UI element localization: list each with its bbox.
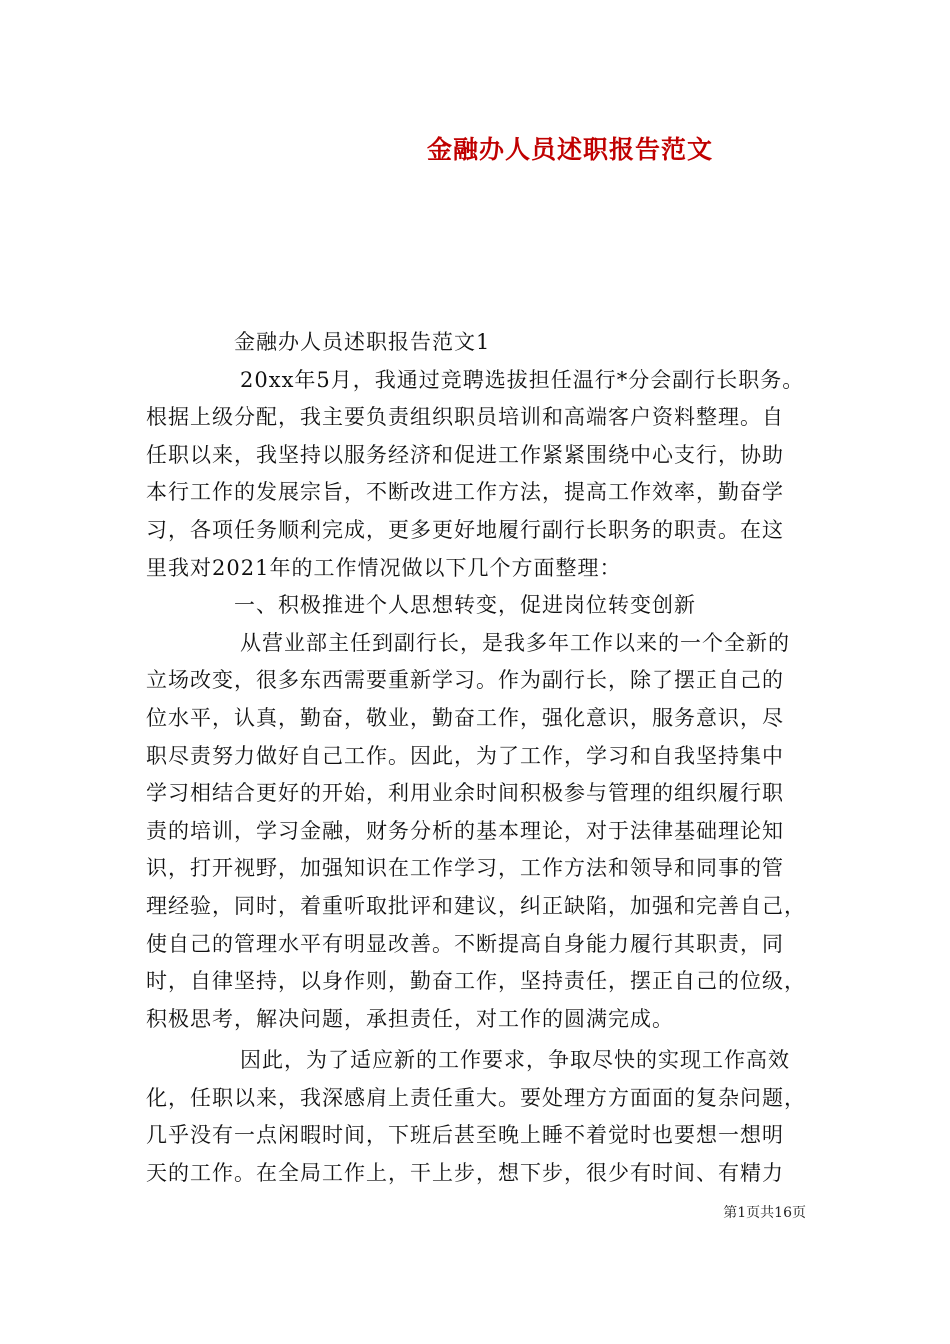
section-heading: 一、积极推进个人思想转变，促进岗位转变创新 bbox=[234, 593, 696, 618]
text-line: 天的工作。在全局工作上，干上步，想下步，很少有时间、有精力 bbox=[146, 1161, 784, 1186]
text-line: 20xx年5月，我通过竞聘选拔担任温行*分会副行长职务。 bbox=[240, 367, 805, 392]
section-heading: 金融办人员述职报告范文1 bbox=[234, 330, 491, 354]
text-line: 学习相结合更好的开始，利用业余时间积极参与管理的组织履行职 bbox=[146, 781, 784, 806]
text-line: 理经验，同时，着重听取批评和建议，纠正缺陷，加强和完善自己， bbox=[146, 893, 806, 918]
text-line: 时，自律坚持，以身作则，勤奋工作，坚持责任，摆正自己的位级， bbox=[146, 969, 806, 994]
text-line: 识，打开视野，加强知识在工作学习，工作方法和领导和同事的管 bbox=[146, 856, 784, 881]
text-line: 位水平，认真，勤奋，敬业，勤奋工作，强化意识，服务意识，尽 bbox=[146, 705, 784, 730]
page-number-footer: 第1页共16页 bbox=[723, 1205, 806, 1221]
text-line: 几乎没有一点闲暇时间，下班后甚至晚上睡不着觉时也要想一想明 bbox=[146, 1123, 784, 1148]
text-line: 立场改变，很多东西需要重新学习。作为副行长，除了摆正自己的 bbox=[146, 668, 784, 693]
text-line: 从营业部主任到副行长，是我多年工作以来的一个全新的 bbox=[240, 630, 790, 655]
text-line: 职尽责努力做好自己工作。因此，为了工作，学习和自我坚持集中 bbox=[146, 743, 784, 768]
text-line: 责的培训，学习金融，财务分析的基本理论，对于法律基础理论知 bbox=[146, 818, 784, 843]
text-line: 里我对2021年的工作情况做以下几个方面整理： bbox=[146, 555, 622, 580]
text-line: 任职以来，我坚持以服务经济和促进工作紧紧围绕中心支行，协助 bbox=[146, 442, 784, 467]
text-line: 习，各项任务顺利完成，更多更好地履行副行长职务的职责。在这 bbox=[146, 517, 784, 542]
text-line: 积极思考，解决问题，承担责任，对工作的圆满完成。 bbox=[146, 1006, 674, 1031]
text-line: 根据上级分配，我主要负责组织职员培训和高端客户资料整理。自 bbox=[146, 405, 784, 430]
text-line: 使自己的管理水平有明显改善。不断提高自身能力履行其职责，同 bbox=[146, 931, 784, 956]
text-line: 本行工作的发展宗旨，不断改进工作方法，提高工作效率，勤奋学 bbox=[146, 480, 784, 505]
text-line: 化，任职以来，我深感肩上责任重大。要处理方方面面的复杂问题， bbox=[146, 1085, 806, 1110]
document-title: 金融办人员述职报告范文 bbox=[426, 135, 713, 164]
document-body bbox=[146, 324, 812, 1193]
text-line: 因此，为了适应新的工作要求，争取尽快的实现工作高效 bbox=[240, 1048, 790, 1073]
